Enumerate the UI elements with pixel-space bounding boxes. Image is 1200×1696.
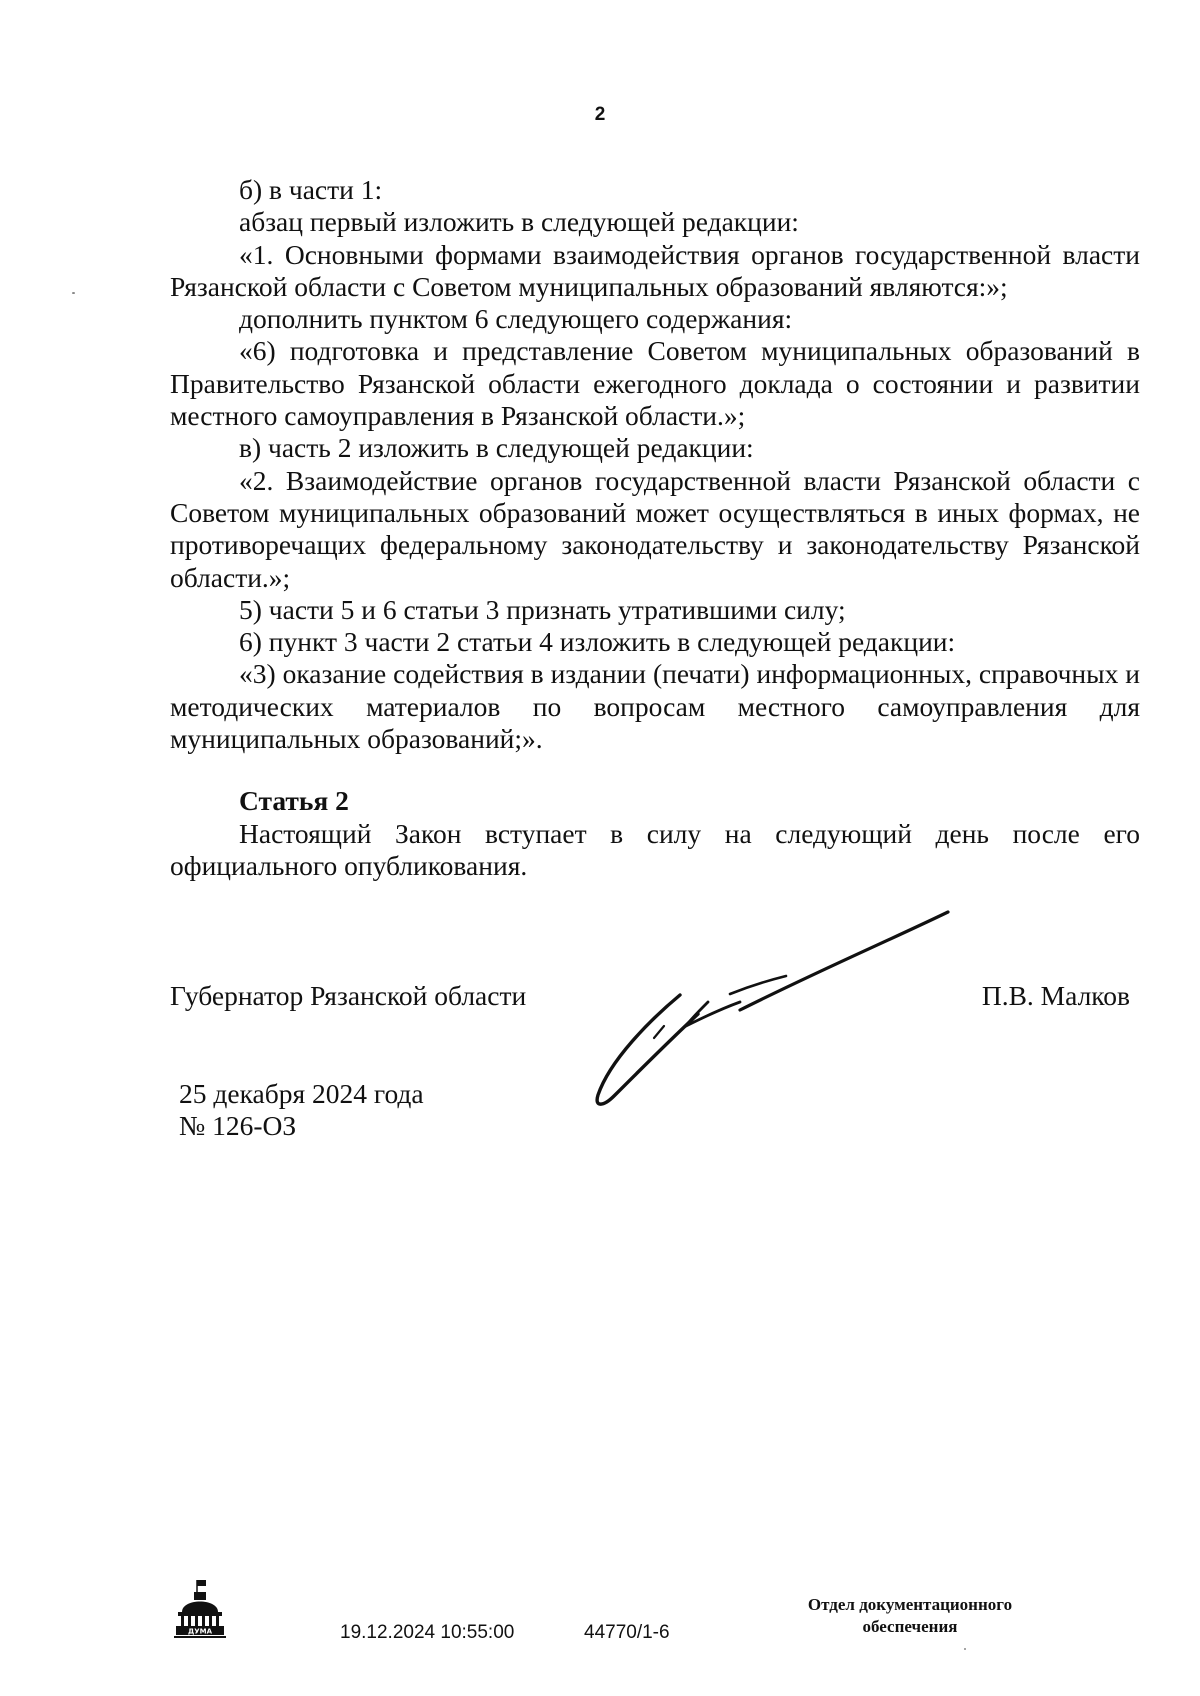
department-line: Отдел документационного <box>807 1595 1013 1614</box>
department-line: обеспечения <box>862 1617 958 1636</box>
paragraph: 5) части 5 и 6 статьи 3 признать утратившими силу; <box>239 593 846 625</box>
footer-department <box>740 1594 1080 1638</box>
duma-emblem-icon <box>172 1578 228 1640</box>
paragraph: «1. Основными формами взаимодействия органов государственной власти Рязанской области с Советом муниципальных образований являются:»; <box>170 238 1140 302</box>
svg-text:ДУМА: ДУМА <box>187 1627 213 1636</box>
document-body <box>170 174 1140 882</box>
law-number: № 126-ОЗ <box>179 1110 297 1141</box>
scan-artifact <box>72 292 75 294</box>
footer-doc-number: 44770/1-6 <box>584 1622 670 1643</box>
paragraph: «3) оказание содействия в издании (печати) информационных, справочных и методических материалов по вопросам местного самоуправления для муниципальных образований;». <box>170 658 1140 755</box>
paragraph: дополнить пунктом 6 следующего содержания: <box>239 303 793 335</box>
paragraph: абзац первый изложить в следующей редакции: <box>239 206 799 238</box>
handwritten-signature <box>590 910 950 1110</box>
paragraph: «6) подготовка и представление Советом муниципальных образований в Правительство Рязанской области ежегодного доклада о состоянии и развитии местного самоуправления в Рязанской области.»; <box>170 335 1140 432</box>
date-block <box>179 1078 424 1142</box>
law-date: 25 декабря 2024 года <box>179 1078 424 1109</box>
article-heading: Статья 2 <box>239 785 349 817</box>
scan-artifact <box>964 1648 966 1650</box>
footer-datetime: 19.12.2024 10:55:00 <box>340 1622 515 1643</box>
signatory-title: Губернатор Рязанской области <box>170 980 527 1011</box>
paragraph: в) часть 2 изложить в следующей редакции: <box>239 432 754 464</box>
page-number: 2 <box>594 104 606 125</box>
paragraph: «2. Взаимодействие органов государственной власти Рязанской области с Советом муниципальных образований может осуществляться в иных формах, не противоречащих федеральному законодательству и законодательству Рязанской области.»; <box>170 464 1140 593</box>
paragraph: б) в части 1: <box>239 174 383 205</box>
paragraph: 6) пункт 3 части 2 статьи 4 изложить в следующей редакции: <box>239 626 956 658</box>
signatory-name: П.В. Малков <box>981 980 1130 1011</box>
article-text: Настоящий Закон вступает в силу на следующий день после его официального опубликования. <box>170 817 1140 881</box>
